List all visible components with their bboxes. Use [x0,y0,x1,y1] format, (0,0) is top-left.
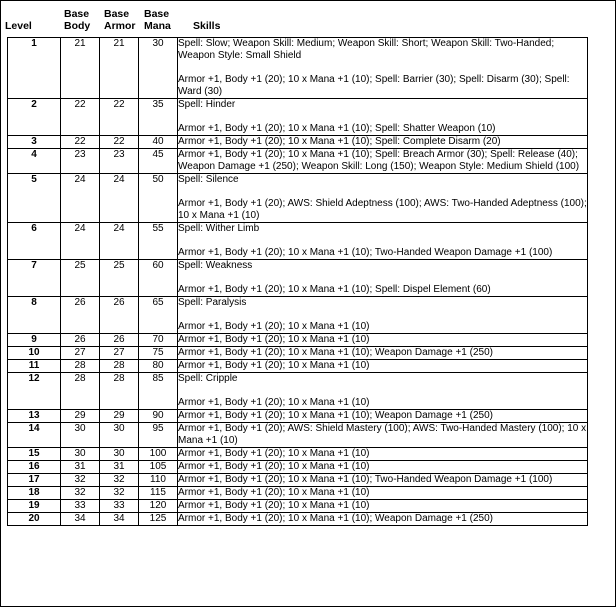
header-level: Level [5,20,32,32]
skill-list: Armor +1, Body +1 (20); 10 x Mana +1 (10) [178,397,370,408]
base-mana-cell: 65 [139,297,178,334]
base-body-cell: 27 [61,347,100,360]
table-row [8,448,588,461]
base-armor-cell: 27 [100,347,139,360]
base-mana-cell: 35 [139,99,178,136]
level-cell: 10 [8,347,61,360]
base-armor-cell: 30 [100,423,139,448]
skill-list: Armor +1, Body +1 (20); 10 x Mana +1 (10) [178,461,370,472]
table-row [8,174,588,223]
header-base-mana-line1: Base [144,8,170,20]
base-body-cell: 28 [61,360,100,373]
level-cell: 17 [8,474,61,487]
skill-list: Armor +1, Body +1 (20); 10 x Mana +1 (10) [178,448,370,459]
skills-cell [178,223,588,260]
base-mana-cell: 30 [139,38,178,99]
header-skills: Skills [193,20,221,32]
base-mana-cell: 80 [139,360,178,373]
skills-cell [178,410,588,423]
skill-list: Armor +1, Body +1 (20); 10 x Mana +1 (10); Spell: Shatter Weapon (10) [178,123,496,134]
base-body-cell: 26 [61,334,100,347]
base-mana-cell: 45 [139,149,178,174]
base-armor-cell: 21 [100,38,139,99]
table-row [8,99,588,136]
base-armor-cell: 28 [100,373,139,410]
level-cell: 7 [8,260,61,297]
base-armor-cell: 31 [100,461,139,474]
header-base-body-line1: Base [64,8,90,20]
base-body-cell: 30 [61,423,100,448]
level-table [7,37,588,526]
base-armor-cell: 22 [100,136,139,149]
base-body-cell: 32 [61,487,100,500]
skill-list: Armor +1, Body +1 (20); 10 x Mana +1 (10); Weapon Damage +1 (250) [178,347,493,358]
spell-list: Spell: Cripple [178,373,238,384]
table-row [8,149,588,174]
base-mana-cell: 95 [139,423,178,448]
skill-list: Armor +1, Body +1 (20); 10 x Mana +1 (10) [178,487,370,498]
base-body-cell: 34 [61,513,100,526]
skill-list: Armor +1, Body +1 (20); 10 x Mana +1 (10); Weapon Damage +1 (250) [178,513,493,524]
table-row [8,461,588,474]
level-cell: 19 [8,500,61,513]
skills-cell [178,297,588,334]
table-row [8,373,588,410]
base-mana-cell: 75 [139,347,178,360]
skill-list: Armor +1, Body +1 (20); 10 x Mana +1 (10) [178,360,370,371]
base-armor-cell: 26 [100,297,139,334]
skill-list: Armor +1, Body +1 (20); 10 x Mana +1 (10); Spell: Barrier (30); Spell: Disarm (30); Spell: Ward (30) [178,74,570,97]
base-body-cell: 22 [61,99,100,136]
base-body-cell: 33 [61,500,100,513]
base-body-cell: 31 [61,461,100,474]
base-body-cell: 29 [61,410,100,423]
base-mana-cell: 100 [139,448,178,461]
skills-cell [178,448,588,461]
table-row [8,410,588,423]
level-cell: 2 [8,99,61,136]
skills-cell [178,373,588,410]
level-cell: 6 [8,223,61,260]
level-cell: 14 [8,423,61,448]
skills-cell [178,487,588,500]
base-body-cell: 32 [61,474,100,487]
base-mana-cell: 40 [139,136,178,149]
base-armor-cell: 32 [100,474,139,487]
spell-list: Spell: Paralysis [178,297,247,308]
base-armor-cell: 28 [100,360,139,373]
header-base-body [64,8,90,32]
skills-spacer [178,385,587,397]
table-row [8,260,588,297]
level-cell: 16 [8,461,61,474]
table-row [8,347,588,360]
level-cell: 20 [8,513,61,526]
base-mana-cell: 120 [139,500,178,513]
base-body-cell: 22 [61,136,100,149]
skills-spacer [178,309,587,321]
level-cell: 1 [8,38,61,99]
base-mana-cell: 125 [139,513,178,526]
skills-cell [178,347,588,360]
skills-spacer [178,272,587,284]
base-armor-cell: 22 [100,99,139,136]
skills-spacer [178,111,587,123]
base-body-cell: 25 [61,260,100,297]
table-row [8,513,588,526]
header-base-mana [144,8,171,32]
table-row [8,360,588,373]
table-row [8,423,588,448]
base-body-cell: 24 [61,174,100,223]
base-mana-cell: 110 [139,474,178,487]
table-row [8,38,588,99]
skill-list: Armor +1, Body +1 (20); 10 x Mana +1 (10); Spell: Complete Disarm (20) [178,136,501,147]
base-mana-cell: 85 [139,373,178,410]
skills-cell [178,360,588,373]
table-row [8,297,588,334]
skills-cell [178,423,588,448]
skill-list: Armor +1, Body +1 (20); 10 x Mana +1 (10); Weapon Damage +1 (250) [178,410,493,421]
base-body-cell: 28 [61,373,100,410]
base-body-cell: 21 [61,38,100,99]
level-cell: 5 [8,174,61,223]
level-cell: 4 [8,149,61,174]
base-body-cell: 23 [61,149,100,174]
base-armor-cell: 24 [100,174,139,223]
skill-list: Armor +1, Body +1 (20); AWS: Shield Adeptness (100); AWS: Two-Handed Adeptness (100); 10 x Mana +1 (10) [178,198,587,221]
skills-cell [178,260,588,297]
level-cell: 15 [8,448,61,461]
base-armor-cell: 29 [100,410,139,423]
base-armor-cell: 25 [100,260,139,297]
header-base-armor-line1: Base [104,8,130,20]
level-cell: 11 [8,360,61,373]
table-row [8,474,588,487]
skills-cell [178,500,588,513]
base-mana-cell: 50 [139,174,178,223]
base-armor-cell: 30 [100,448,139,461]
skills-cell [178,461,588,474]
skill-list: Armor +1, Body +1 (20); 10 x Mana +1 (10); Spell: Breach Armor (30); Spell: Release (40); Weapon Damage +1 (250); Weapon Skill: Long (150); Weapon Style: Medium Shield (100) [178,149,580,172]
skills-spacer [178,62,587,74]
base-armor-cell: 32 [100,487,139,500]
spell-list: Spell: Silence [178,174,239,185]
skills-spacer [178,235,587,247]
base-mana-cell: 70 [139,334,178,347]
table-row [8,223,588,260]
header-base-armor [104,8,136,32]
base-mana-cell: 105 [139,461,178,474]
skill-list: Armor +1, Body +1 (20); 10 x Mana +1 (10) [178,321,370,332]
skill-list: Armor +1, Body +1 (20); AWS: Shield Mastery (100); AWS: Two-Handed Mastery (100); 10 x Mana +1 (10) [178,423,587,446]
level-cell: 3 [8,136,61,149]
base-mana-cell: 115 [139,487,178,500]
skills-cell [178,174,588,223]
spell-list: Spell: Wither Limb [178,223,260,234]
skills-cell [178,136,588,149]
level-cell: 18 [8,487,61,500]
skills-cell [178,149,588,174]
skill-list: Armor +1, Body +1 (20); 10 x Mana +1 (10); Two-Handed Weapon Damage +1 (100) [178,474,553,485]
skills-cell [178,513,588,526]
header-base-body-line2: Body [64,20,91,32]
level-cell: 13 [8,410,61,423]
base-mana-cell: 90 [139,410,178,423]
table-row [8,334,588,347]
spell-list: Spell: Weakness [178,260,253,271]
header-base-mana-line2: Mana [144,20,171,32]
spell-list: Spell: Hinder [178,99,236,110]
header-base-armor-line2: Armor [104,20,136,32]
table-row [8,136,588,149]
skills-cell [178,474,588,487]
base-body-cell: 26 [61,297,100,334]
table-row [8,500,588,513]
skills-cell [178,334,588,347]
skill-list: Armor +1, Body +1 (20); 10 x Mana +1 (10) [178,334,370,345]
base-mana-cell: 55 [139,223,178,260]
level-cell: 12 [8,373,61,410]
skill-list: Armor +1, Body +1 (20); 10 x Mana +1 (10); Two-Handed Weapon Damage +1 (100) [178,247,553,258]
base-body-cell: 30 [61,448,100,461]
base-armor-cell: 33 [100,500,139,513]
skill-list: Armor +1, Body +1 (20); 10 x Mana +1 (10) [178,500,370,511]
level-cell: 8 [8,297,61,334]
base-mana-cell: 60 [139,260,178,297]
table-row [8,487,588,500]
base-body-cell: 24 [61,223,100,260]
base-armor-cell: 34 [100,513,139,526]
skills-cell [178,38,588,99]
base-armor-cell: 26 [100,334,139,347]
skills-cell [178,99,588,136]
base-armor-cell: 23 [100,149,139,174]
spell-list: Spell: Slow; Weapon Skill: Medium; Weapon Skill: Short; Weapon Skill: Two-Handed; Weapon Style: Small Shield [178,38,555,61]
base-armor-cell: 24 [100,223,139,260]
skills-spacer [178,186,587,198]
skill-list: Armor +1, Body +1 (20); 10 x Mana +1 (10); Spell: Dispel Element (60) [178,284,491,295]
level-cell: 9 [8,334,61,347]
